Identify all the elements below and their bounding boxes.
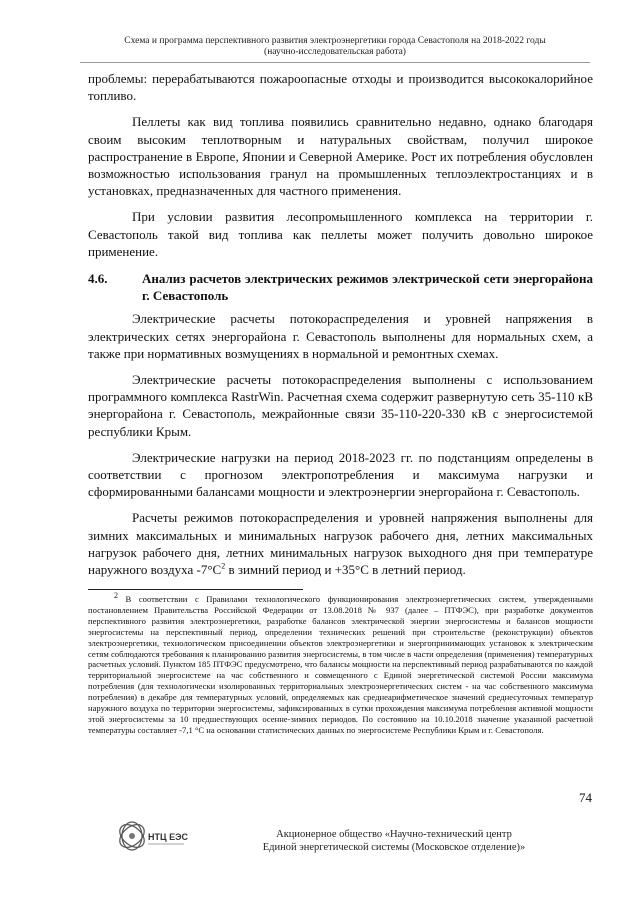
paragraph: Электрические нагрузки на период 2018-2023 гг. по подстанциям определены в соответствии с прогнозом электропотребления и максимума нагрузки и сформированными балансами мощности и электроэнергии энергорайона г. Севастополь.: [88, 449, 593, 500]
section-heading: [88, 270, 593, 304]
footer-line: Акционерное общество «Научно-технический центр: [276, 829, 512, 840]
section-title: Анализ расчетов электрических режимов электрической сети энергорайона г. Севастополь: [142, 271, 593, 304]
header-subtitle: (научно-исследовательская работа): [264, 47, 406, 57]
document-body: [88, 70, 593, 587]
paragraph: Пеллеты как вид топлива появились сравнительно недавно, однако благодаря своим высоким теплотворным и натуральных свойствам, получил широкое распространение в Европе, Японии и Северной Америке. Рост их потребления обусловлен возможностью использования гранул на промышленных теплоэлектростанциях и в установках, предназначенных для частного применения.: [88, 114, 593, 199]
section-number: 4.6.: [88, 271, 108, 287]
company-logo: [112, 814, 188, 866]
paragraph: При условии развития лесопромышленного комплекса на территории г. Севастополь такой вид топлива как пеллеты может получить довольно широкое применение.: [88, 209, 593, 259]
paragraph: Электрические расчеты потокораспределения и уровней напряжения в электрических сетях энергорайона г. Севастополь выполнены для нормальных схем, а также при нормативных возмущениях в нормальной и ремонтных схемах.: [88, 311, 593, 361]
footnote: [88, 591, 593, 736]
footnote-reference[interactable]: 2: [221, 561, 226, 571]
header-divider: [80, 62, 590, 63]
page-header: [80, 36, 590, 58]
page-number: 74: [579, 790, 592, 805]
logo-icon: [112, 814, 188, 866]
footer: [214, 828, 574, 854]
paragraph-text: Расчеты режимов потокораспределения и уровней напряжения выполнены для зимних максимальных и минимальных нагрузок рабочего дня, летних максимальных нагрузок рабочего дня, летних минимальных нагрузок выходного дня при температуре наружного воздуха -7°С: [88, 510, 593, 578]
paragraph: [88, 509, 593, 578]
paragraph: Электрические расчеты потокораспределения выполнены с использованием программного комплекса RastrWin. Расчетная схема содержит развернутую сеть 35-110 кВ энергорайона г. Севастополь, межрайонные связи 35-110-220-330 кВ с энергосистемой республики Крым.: [88, 372, 593, 439]
paragraph: проблемы: перерабатываются пожароопасные отходы и производится высококалорийное топливо.: [88, 71, 593, 104]
footnote-mark: 2: [114, 591, 118, 601]
footer-line: Единой энергетической системы (Московское отделение)»: [262, 842, 526, 853]
header-title: Схема и программа перспективного развития электроэнергетики города Севастополя на 2018-2022 годы: [124, 36, 546, 46]
footnote-text: В соответствии с Правилами технологического функционирования электроэнергетических систем, утвержденными постановлением Правительства Российской Федерации от 13.08.2018 № 937 (далее – ПТФЭС), при разработке документов перспективного развития электроэнергетики, разработке балансов электрической энергии энергосистемы и балансов мощности энергосистемы на перспективный период, определении технических решений при строительстве (реконструкции) объектов электроэнергетики, технологическом присоединении объектов электроэнергетики и энергопринимающих установок к электрическим сетям соблюдаются требования к планированию развития энергосистемы, в том числе в части определения (применения) температурных расчетных условий. Пунктом 185 ПТФЭС предусмотрено, что балансы мощности на перспективный период разрабатываются по каждой территориальной энергосистеме на час собственного и совмещенного с Единой энергетической системой России максимума потребления (для технологически изолированных территориальных электроэнергетических систем - на час собственного максимума потребления) в декабре для температурных условий, определяемых как среднеарифметическое значений среднесуточных температур наружного воздуха по территории энергосистемы, зафиксированных в сутки прохождения максимума потребления активной мощности этой энергосистемы за 10 предшествующих осенне-зимних периодов. По состоянию на 10.10.2018 значение указанной расчетной температуры составляет -7,1 °С на основании статистических данных по энергосистеме Республики Крым и г. Севастополя.: [88, 594, 593, 735]
paragraph-text: в зимний период и +35°С в летний период.: [225, 562, 466, 578]
footnote-divider: [88, 589, 303, 590]
logo-text: НТЦ ЕЭС: [148, 832, 188, 842]
